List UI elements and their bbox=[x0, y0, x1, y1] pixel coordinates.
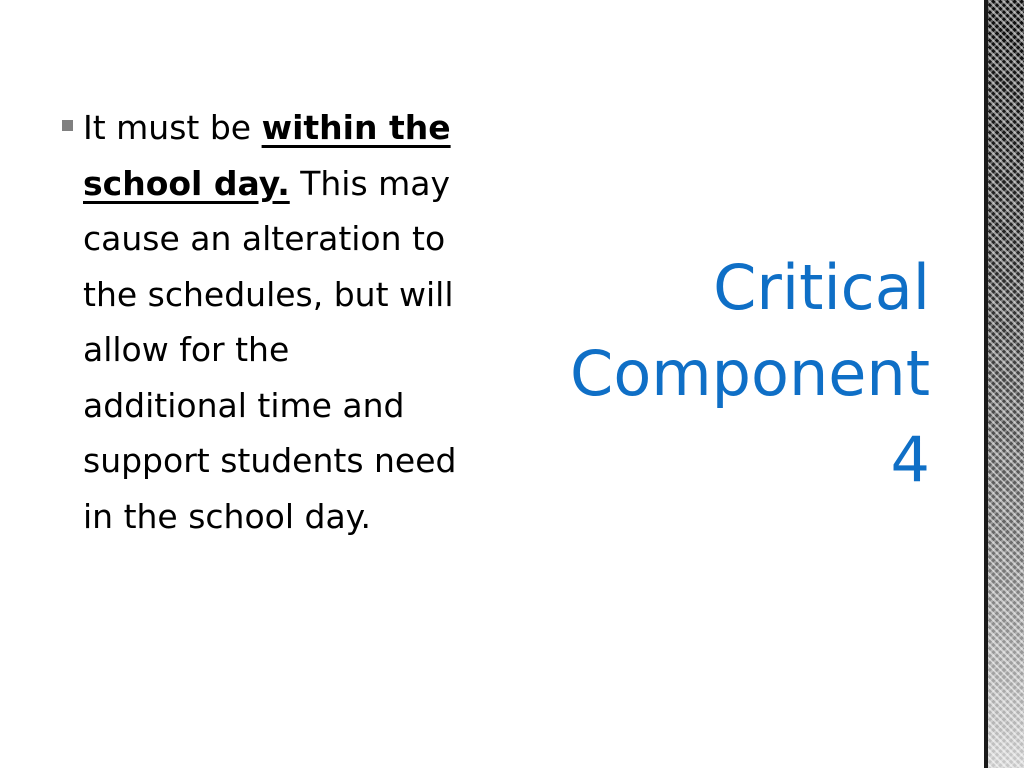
square-bullet-icon bbox=[62, 120, 73, 131]
bullet-emphasis-text: within the school day. bbox=[83, 108, 451, 203]
slide-title-line-2: Component bbox=[570, 337, 930, 410]
frame-edge-divider bbox=[984, 0, 988, 768]
bullet-lead-text: It must be bbox=[83, 108, 262, 147]
slide-title bbox=[490, 245, 930, 503]
slide-title-line-3: 4 bbox=[890, 423, 930, 496]
bullet-rest-text: This may cause an alteration to the schedules, but will allow for the additional time and support students need in the school day. bbox=[83, 163, 457, 536]
bullet-item bbox=[83, 100, 462, 544]
bullet-list bbox=[62, 100, 462, 544]
decorative-side-frame bbox=[984, 0, 1024, 768]
slide-title-line-1: Critical bbox=[713, 251, 930, 324]
